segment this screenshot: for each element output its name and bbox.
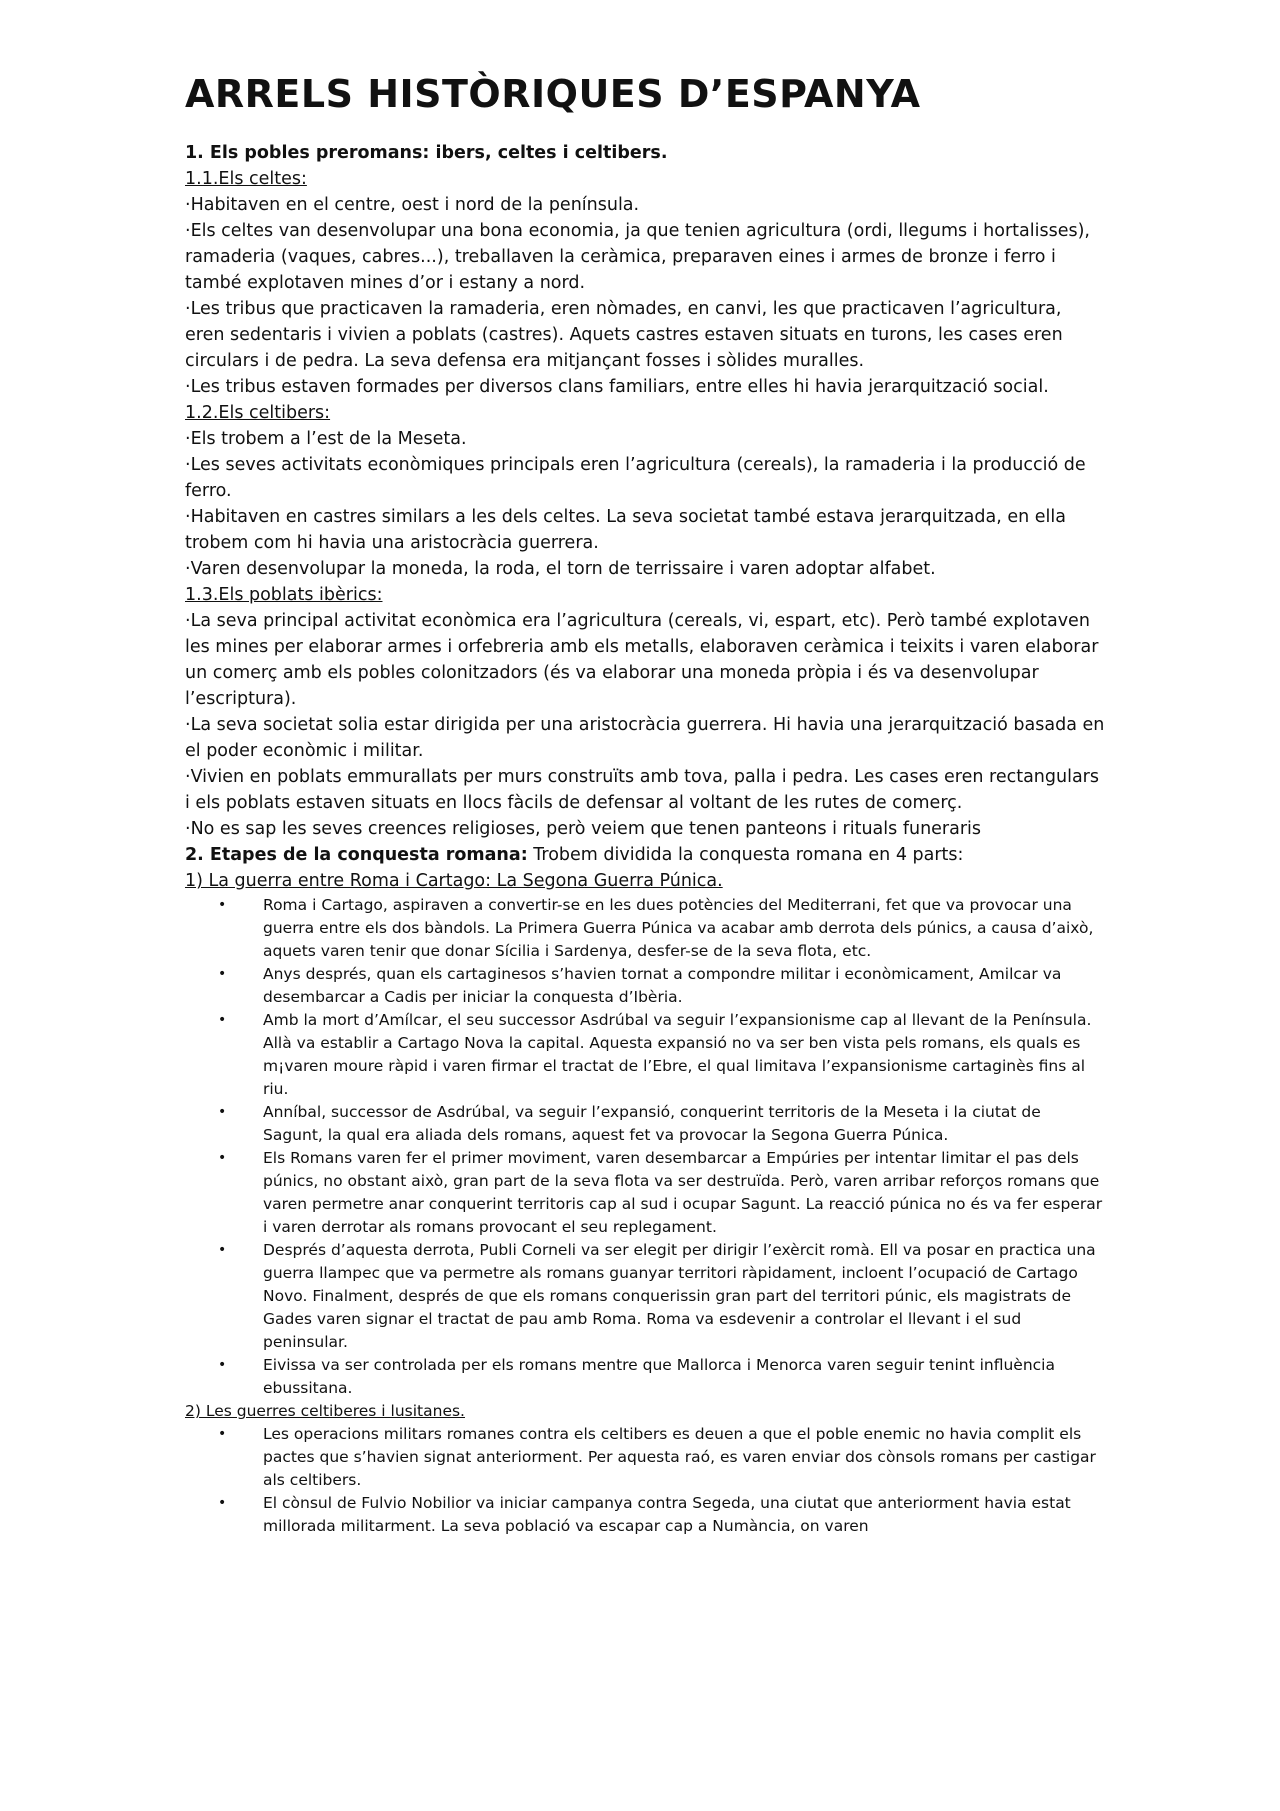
list-item	[218, 1423, 1105, 1492]
list-item	[218, 1239, 1105, 1354]
section-heading: 1. Els pobles preromans: ibers, celtes i celtibers.	[185, 143, 668, 163]
bullet-glyph: •	[218, 1242, 227, 1258]
paragraph: ·Vivien en poblats emmurallats per murs construïts amb tova, palla i pedra. Les cases eren rectangulars i els poblats estaven situats en llocs fàcils de defensar al voltant de les rutes de comerç.	[185, 767, 1099, 813]
list-item	[218, 963, 1105, 1009]
document-page	[185, 70, 1105, 1538]
list-item-text: Eivissa va ser controlada per els romans mentre que Mallorca i Menorca varen seguir tenint influència ebussitana.	[263, 1356, 1055, 1397]
bullet-glyph: •	[218, 1012, 227, 1028]
subsection-title: 1) La guerra entre Roma i Cartago: La Segona Guerra Púnica.	[185, 871, 723, 891]
list-item-text: Després d’aquesta derrota, Publi Corneli va ser elegit per dirigir l’exèrcit romà. Ell va posar en practica una guerra llampec que va permetre als romans guanyar territori ràpidament, incloent l’ocupació de Cartago Novo. Finalment, després de que els romans conquerissin gran part del territori púnic, els magistrats de Gades varen signar el tractat de pau amb Roma. Roma va esdevenir a controlar el llevant i el sud peninsular.	[263, 1241, 1096, 1351]
list-item-text: Anys després, quan els cartaginesos s’havien tornat a compondre militar i econòmicament, Amilcar va desembarcar a Cadis per iniciar la conquesta d’Ibèria.	[263, 965, 1062, 1006]
paragraph: ·No es sap les seves creences religioses, però veiem que tenen panteons i rituals funeraris	[185, 819, 982, 839]
paragraph: ·Els celtes van desenvolupar una bona economia, ja que tenien agricultura (ordi, llegums i hortalisses), ramaderia (vaques, cabres...), treballaven la ceràmica, preparaven eines i armes de bronze i ferro i també explotaven mines d’or i estany a nord.	[185, 221, 1090, 293]
list-item-text: El cònsul de Fulvio Nobilior va iniciar campanya contra Segeda, una ciutat que anteriorment havia estat millorada militarment. La seva població va escapar cap a Numància, on varen	[263, 1494, 1071, 1535]
list-item-text: Les operacions militars romanes contra els celtibers es deuen a que el poble enemic no havia complit els pactes que s’havien signat anteriorment. Per aquesta raó, es varen enviar dos cònsols romans per castigar als celtibers.	[263, 1425, 1096, 1489]
paragraph: ·Varen desenvolupar la moneda, la roda, el torn de terrissaire i varen adoptar alfabet.	[185, 559, 936, 579]
list-item	[218, 894, 1105, 963]
bullet-list	[185, 894, 1105, 1400]
bullet-list	[185, 1423, 1105, 1538]
paragraph: ·Habitaven en el centre, oest i nord de la península.	[185, 195, 640, 215]
section-heading-rest: Trobem dividida la conquesta romana en 4 parts:	[527, 845, 964, 865]
bullet-glyph: •	[218, 1104, 227, 1120]
paragraph: ·La seva societat solia estar dirigida per una aristocràcia guerrera. Hi havia una jerarquització basada en el poder econòmic i militar.	[185, 715, 1105, 761]
list-item	[218, 1101, 1105, 1147]
section-2	[185, 842, 1105, 1538]
bullet-glyph: •	[218, 1495, 227, 1511]
document-title: ARRELS HISTÒRIQUES D’ESPANYA	[185, 72, 921, 116]
bullet-glyph: •	[218, 1150, 227, 1166]
paragraph: ·Les tribus que practicaven la ramaderia, eren nòmades, en canvi, les que practicaven l’agricultura, eren sedentaris i vivien a poblats (castres). Aquets castres estaven situats en turons, les cases eren circulars i de pedra. La seva defensa era mitjançant fosses i sòlides muralles.	[185, 299, 1063, 371]
list-item-text: Anníbal, successor de Asdrúbal, va seguir l’expansió, conquerint territoris de la Meseta i la ciutat de Sagunt, la qual era aliada dels romans, aquest fet va provocar la Segona Guerra Púnica.	[263, 1103, 1041, 1144]
subsection-title: 1.1.Els celtes:	[185, 169, 307, 189]
list-item	[218, 1492, 1105, 1538]
list-item	[218, 1354, 1105, 1400]
section-heading	[185, 842, 1105, 868]
subsection-title: 2) Les guerres celtiberes i lusitanes.	[185, 1402, 465, 1420]
subsection-celtibers	[185, 400, 1105, 582]
list-item	[218, 1147, 1105, 1239]
subsection-title: 1.3.Els poblats ibèrics:	[185, 585, 383, 605]
list-item	[218, 1009, 1105, 1101]
subsection-poblats-iberics	[185, 582, 1105, 842]
paragraph: ·Els trobem a l’est de la Meseta.	[185, 429, 467, 449]
section-1	[185, 140, 1105, 842]
subsection-guerres-celtiberes	[185, 1400, 1105, 1538]
list-item-text: Amb la mort d’Amílcar, el seu successor Asdrúbal va seguir l’expansionisme cap al llevant de la Península. Allà va establir a Cartago Nova la capital. Aquesta expansió no va ser ben vista pels romans, els quals es m¡varen moure ràpid i varen firmar el tractat de l’Ebre, el qual limitava l’expansionisme cartaginès fins al riu.	[263, 1011, 1092, 1098]
subsection-celtes	[185, 166, 1105, 400]
list-item-text: Els Romans varen fer el primer moviment, varen desembarcar a Empúries per intentar limitar el pas dels púnics, no obstant això, gran part de la seva flota va ser destruïda. Però, varen arribar reforços romans que varen permetre anar conquerint territoris cap al sud i ocupar Sagunt. La reacció púnica no és va fer esperar i varen derrotar als romans provocant el seu replegament.	[263, 1149, 1103, 1236]
paragraph: ·La seva principal activitat econòmica era l’agricultura (cereals, vi, espart, etc). Però també explotaven les mines per elaborar armes i orfebreria amb els metalls, elaboraven ceràmica i teixits i varen elaborar un comerç amb els pobles colonitzadors (és va elaborar una moneda pròpia i és va desenvolupar l’escriptura).	[185, 611, 1099, 709]
bullet-glyph: •	[218, 966, 227, 982]
subsection-guerres-puniques	[185, 868, 1105, 1400]
paragraph: ·Les seves activitats econòmiques principals eren l’agricultura (cereals), la ramaderia i la producció de ferro.	[185, 455, 1086, 501]
subsection-title: 1.2.Els celtibers:	[185, 403, 331, 423]
paragraph: ·Les tribus estaven formades per diversos clans familiars, entre elles hi havia jerarquització social.	[185, 377, 1049, 397]
bullet-glyph: •	[218, 1357, 227, 1373]
list-item-text: Roma i Cartago, aspiraven a convertir-se en les dues potències del Mediterrani, fet que va provocar una guerra entre els dos bàndols. La Primera Guerra Púnica va acabar amb derrota dels púnics, a causa d’això, aquets varen tenir que donar Sícilia i Sardenya, desfer-se de la seva flota, etc.	[263, 896, 1094, 960]
section-heading-bold: 2. Etapes de la conquesta romana:	[185, 845, 528, 865]
bullet-glyph: •	[218, 897, 227, 913]
bullet-glyph: •	[218, 1426, 227, 1442]
paragraph: ·Habitaven en castres similars a les dels celtes. La seva societat també estava jerarquitzada, en ella trobem com hi havia una aristocràcia guerrera.	[185, 507, 1066, 553]
